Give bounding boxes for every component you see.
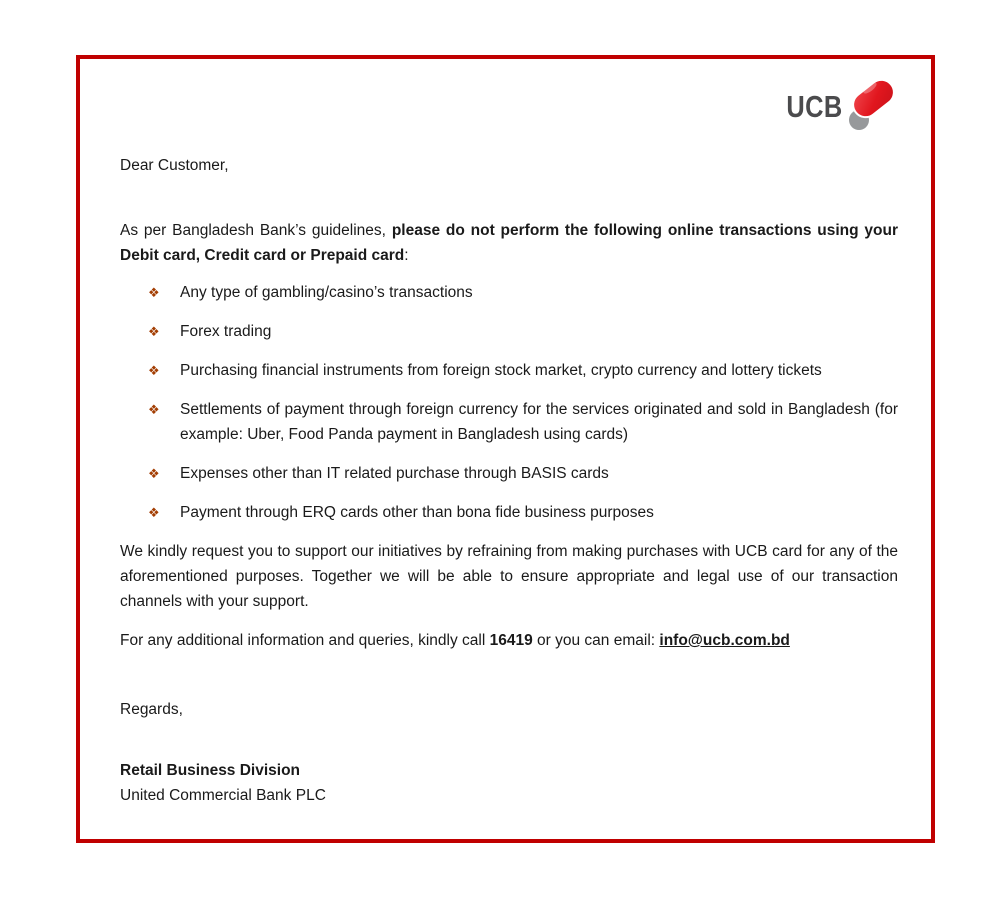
diamond-bullet-icon: ❖ xyxy=(148,466,160,481)
contact-line xyxy=(120,628,898,653)
email-link[interactable]: info@ucb.com.bd xyxy=(659,632,790,649)
ucb-logo-text: UCB xyxy=(786,88,843,124)
hotline-number: 16419 xyxy=(489,632,533,649)
signature-block xyxy=(120,758,898,808)
diamond-bullet-icon: ❖ xyxy=(148,285,160,300)
list-item xyxy=(120,397,898,447)
diamond-bullet-icon: ❖ xyxy=(148,324,160,339)
intro-colon: : xyxy=(404,247,409,264)
salutation: Dear Customer, xyxy=(120,157,229,174)
intro-bold-text: please do not perform the following online transactions using your Debit card, Credit card or Prepaid card xyxy=(120,222,898,264)
contact-middle-text: or you can email: xyxy=(532,632,660,649)
intro-normal-text: As per Bangladesh Bank’s guidelines, xyxy=(120,222,392,239)
signature-division: Retail Business Division xyxy=(120,762,301,779)
list-item-text: Forex trading xyxy=(180,323,272,340)
diamond-bullet-icon: ❖ xyxy=(148,505,160,520)
logo-row xyxy=(120,79,898,133)
list-item xyxy=(120,280,898,305)
letter-border-frame xyxy=(76,55,935,843)
list-item-text: Payment through ERQ cards other than bona fide business purposes xyxy=(180,504,654,521)
ucb-logo xyxy=(774,79,898,133)
closing-text: Regards, xyxy=(120,701,183,718)
contact-prefix-text: For any additional information and queries, kindly call xyxy=(120,632,490,649)
list-item-text: Any type of gambling/casino’s transactions xyxy=(180,284,473,301)
list-item-text: Purchasing financial instruments from foreign stock market, crypto currency and lottery tickets xyxy=(180,362,822,379)
list-item xyxy=(120,500,898,525)
intro-paragraph xyxy=(120,218,898,268)
list-item xyxy=(120,358,898,383)
list-item-text: Expenses other than IT related purchase through BASIS cards xyxy=(180,465,609,482)
request-paragraph: We kindly request you to support our initiatives by refraining from making purchases with UCB card for any of the aforementioned purposes. Together we will be able to ensure appropriate and legal use of our transaction channels with your support. xyxy=(120,543,898,610)
diamond-bullet-icon: ❖ xyxy=(148,363,160,378)
letter-content xyxy=(80,79,931,808)
diamond-bullet-icon: ❖ xyxy=(148,402,160,417)
list-item xyxy=(120,319,898,344)
list-item xyxy=(120,461,898,486)
signature-bank-name: United Commercial Bank PLC xyxy=(120,787,326,804)
list-item-text: Settlements of payment through foreign currency for the services originated and sold in Bangladesh (for example: Uber, Food Panda payment in Bangladesh using cards) xyxy=(180,401,898,443)
ucb-capsule-icon xyxy=(846,79,898,133)
prohibited-transactions-list xyxy=(120,280,898,525)
